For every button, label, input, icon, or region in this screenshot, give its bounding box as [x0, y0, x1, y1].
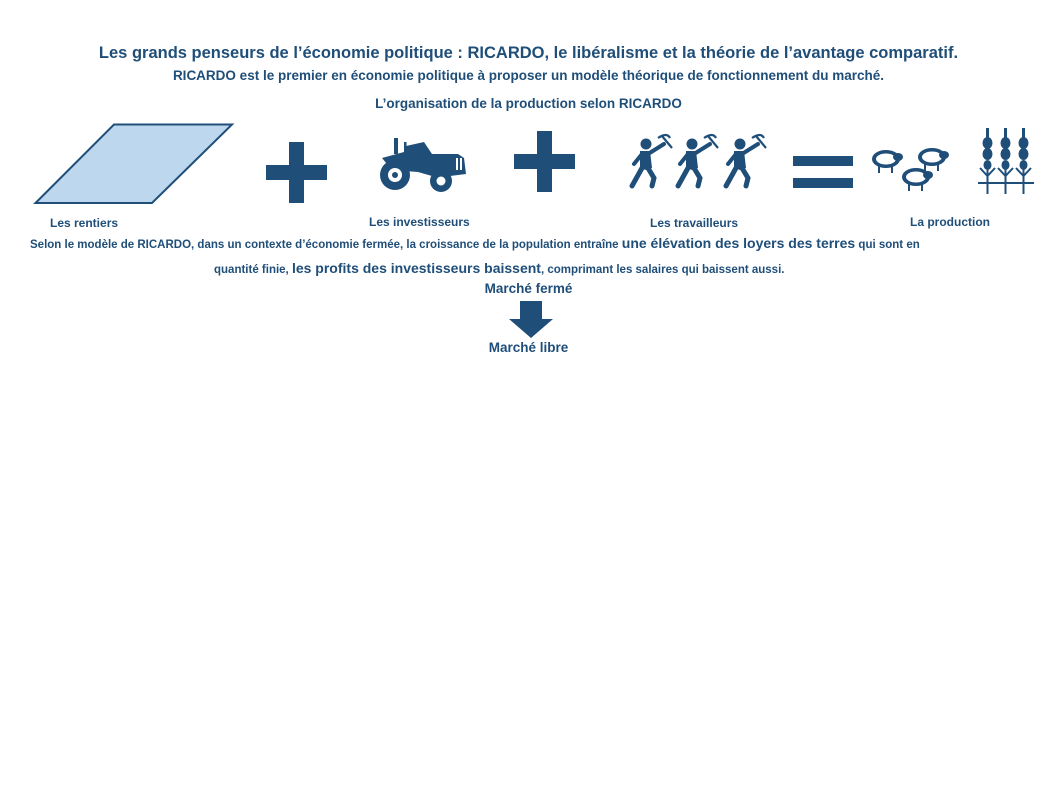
wheat-icon: [978, 128, 1036, 194]
explanation-text: qui sont en: [855, 239, 920, 251]
investisseurs-label: Les investisseurs: [369, 215, 470, 229]
free-market-label: Marché libre: [488, 340, 569, 355]
closed-market-label: Marché fermé: [484, 281, 573, 296]
explanation-line-2: [214, 260, 784, 276]
explanation-text: quantité finie,: [214, 264, 292, 276]
plus-icon: [266, 142, 328, 204]
tractor-icon: [374, 136, 468, 194]
travailleurs-label: Les travailleurs: [650, 216, 739, 230]
arrow-down-icon: [508, 301, 554, 339]
sheep-icon: [872, 141, 958, 193]
explanation-text: , comprimant les salaires qui baissent aussi.: [540, 264, 785, 276]
page-title: Les grands penseurs de l’économie politique : RICARDO, le libéralisme et la théorie de l’avantage comparatif.: [98, 44, 959, 62]
explanation-line-1: [30, 235, 920, 251]
rentiers-label: Les rentiers: [50, 216, 119, 230]
production-label: La production: [910, 215, 990, 229]
plus-icon: [514, 131, 576, 193]
explanation-text: Selon le modèle de RICARDO, dans un contexte d’économie fermée, la croissance de la population entraîne: [30, 239, 622, 251]
equals-icon: [793, 156, 855, 190]
highlight-rent-increase: une élévation des loyers des terres: [621, 235, 856, 251]
section-title: L’organisation de la production selon RICARDO: [375, 96, 682, 111]
workers-icon: [626, 134, 776, 190]
page-subtitle: RICARDO est le premier en économie politique à proposer un modèle théorique de fonctionnement du marché.: [172, 68, 885, 83]
land-parallelogram-icon: [34, 123, 234, 205]
highlight-profit-decrease: les profits des investisseurs baissent: [291, 260, 541, 276]
